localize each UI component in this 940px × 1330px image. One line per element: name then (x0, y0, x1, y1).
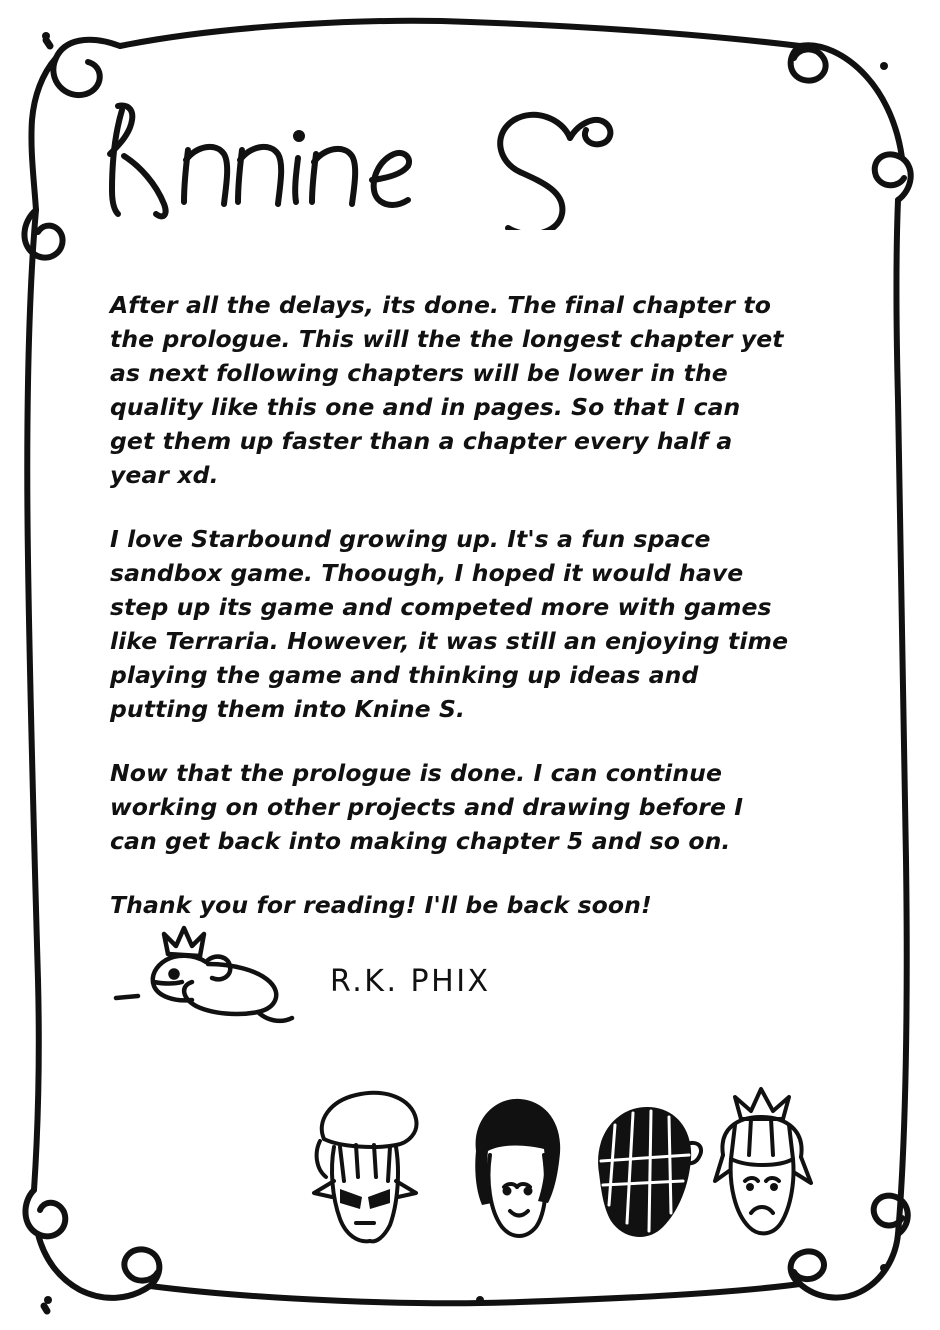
paragraph-2: I love Starbound growing up. It's a fun space sandbox game. Thoough, I hoped it would have step up its game and competed more with games like Terraria. However, it was still an enjoying time playing the game and thinking up ideas and putting them into Knine S. (110, 525, 789, 723)
page-title-handwriting (100, 80, 880, 230)
signature-name: R.K. PHIX (330, 964, 491, 999)
character-head-hooded-elf (300, 1085, 430, 1255)
afterword-body (110, 288, 790, 922)
paragraph-1: After all the delays, its done. The final chapter to the prologue. This will the the longest chapter yet as next following chapters will be lower in the quality like this one and in pages. So that I can get them up faster than a chapter every half a year xd. (110, 291, 784, 489)
page-title (100, 80, 880, 230)
character-heads-row (300, 1085, 840, 1255)
crowned-rat-doodle (112, 920, 332, 1030)
paragraph-3: Now that the prologue is done. I can continue working on other projects and drawing before I can get back into making chapter 5 and so on. (110, 759, 744, 855)
character-head-dark-helmet (575, 1085, 705, 1255)
signature-block (112, 920, 632, 1030)
character-head-crowned-princess (695, 1085, 825, 1255)
paragraph-4: Thank you for reading! I'll be back soon! (110, 891, 652, 919)
character-head-bob-haircut (450, 1085, 580, 1255)
